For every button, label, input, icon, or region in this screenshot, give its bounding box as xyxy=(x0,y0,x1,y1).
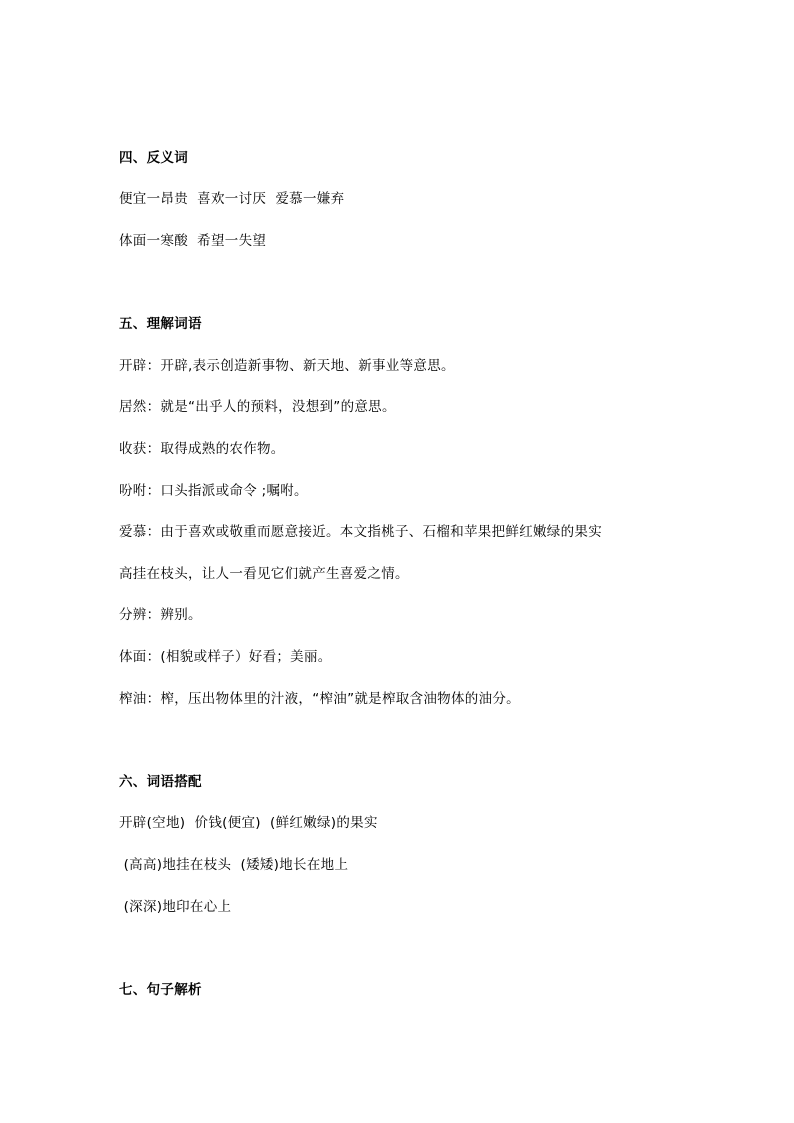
text-line: 体面一寒酸 希望一失望 xyxy=(119,233,267,249)
text-line: 便宜一昂贵 喜欢一讨厌 爱慕一嫌弃 xyxy=(119,191,345,207)
text-line: 开辟：开辟,表示创造新事物、新天地、新事业等意思。 xyxy=(119,358,455,374)
text-line: 分辨：辨别。 xyxy=(119,607,202,623)
text-line: 居然：就是“出乎人的预料，没想到”的意思。 xyxy=(119,399,396,415)
section-heading-sentence-analysis: 七、句子解析 xyxy=(119,982,202,998)
section-heading-word-collocations: 六、词语搭配 xyxy=(119,774,202,790)
text-line: 收获：取得成熟的农作物。 xyxy=(119,441,285,457)
text-line: 爱慕：由于喜欢或敬重而愿意接近。本文指桃子、石榴和苹果把鲜红嫩绿的果实 xyxy=(119,524,602,540)
text-line: 高挂在枝头，让人一看见它们就产生喜爱之情。 xyxy=(119,566,409,582)
text-line: 体面：(相貌或样子）好看；美丽。 xyxy=(119,649,332,665)
section-heading-word-meanings: 五、理解词语 xyxy=(119,316,202,332)
text-line: (深深)地印在心上 xyxy=(119,899,232,915)
text-line: 吩咐：口头指派或命令 ;嘱咐。 xyxy=(119,483,308,499)
text-line: 榨油：榨，压出物体里的汁液，“榨油”就是榨取含油物体的油分。 xyxy=(119,691,520,707)
section-heading-antonyms: 四、反义词 xyxy=(119,150,188,166)
text-line: 开辟(空地) 价钱(便宜) (鲜红嫩绿)的果实 xyxy=(119,815,378,831)
text-line: (高高)地挂在枝头 (矮矮)地长在地上 xyxy=(119,857,349,873)
